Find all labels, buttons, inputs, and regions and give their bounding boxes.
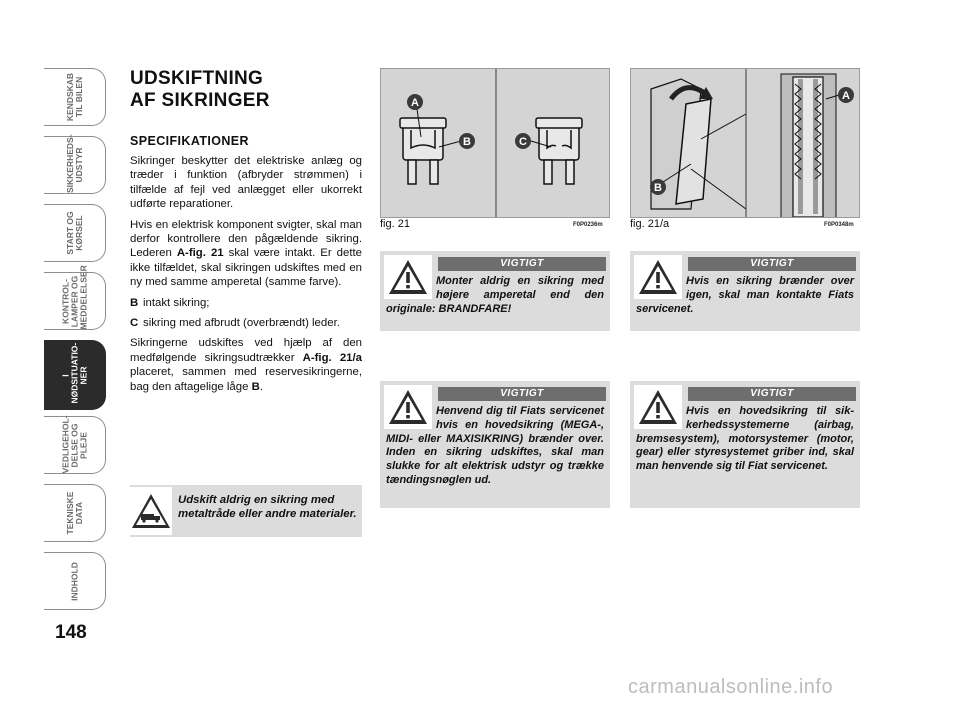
paragraph-2: [130, 218, 362, 290]
figure-21-caption: fig. 21: [380, 218, 410, 230]
list-item: [130, 296, 362, 310]
tab-indhold[interactable]: [44, 552, 106, 610]
paragraph-1: Sikringer beskytter det elektriske anlæg og træder i funktion (afbryder strømmen) i tilfælde af fejl ved anlægget eller ukorrekt udførte reparationer.: [130, 155, 362, 211]
warning-box: [630, 381, 860, 508]
warning-box: [380, 251, 610, 331]
page-number: 148: [55, 622, 87, 643]
environment-warning-icon: [130, 487, 172, 535]
text-span: .: [259, 380, 264, 393]
warning-text: Henvend dig til Fiats servicenet hvis en hovedsikring (MEGA-, MIDI- eller MAXISIKRING) brænder over. Inden en sikring udskiftes, skal man slukke for alt elektrisk udstyr og trække tændingsnøglen ud.: [386, 405, 604, 486]
figure-21a-caption: fig. 21/a: [630, 218, 670, 230]
section-title: SPECIFIKATIONER: [130, 134, 249, 148]
text-span: Hvis en elektrisk komponent svigter, skal man derfor kontrollere den pågældende sikring. Lederen: [130, 218, 362, 260]
text-span: Sikringerne udskiftes ved hjælp af den medfølgende sikringsudtrækker: [130, 337, 362, 364]
list-text: sikring med afbrudt (overbrændt) leder.: [143, 317, 340, 330]
figure-21a-code: F0P0348m: [824, 222, 854, 228]
figure-reference: A-fig. 21: [176, 247, 224, 260]
list-item: [130, 316, 362, 330]
callout-label: B: [654, 182, 662, 194]
warning-header: VIGTIGT: [438, 257, 606, 271]
tab-label: KENDSKAB TIL BILEN: [64, 72, 84, 122]
tab-label: TEKNISKE DATA: [64, 491, 84, 535]
list-text: intakt sikring;: [143, 296, 210, 309]
list-key: B: [130, 296, 139, 309]
warning-header: VIGTIGT: [688, 257, 856, 271]
text-span: placeret, sammen med reservesikringerne, bag den aftagelige låge: [130, 366, 362, 393]
tab-sikkerhedsudstyr[interactable]: [44, 136, 106, 194]
part-reference: B: [251, 380, 260, 393]
figure-21: [380, 68, 610, 218]
paragraph-3: [130, 336, 362, 394]
page-title: UDSKIFTNING AF SIKRINGER: [130, 68, 270, 111]
warning-box: [630, 251, 860, 331]
tab-kendskab-til-bilen[interactable]: [44, 68, 106, 126]
warning-header: VIGTIGT: [438, 387, 606, 401]
tab-label: SIKKERHEDS- UDSTYR: [64, 134, 84, 193]
note-text: Udskift aldrig en sikring med metaltråde eller andre materialer.: [178, 494, 357, 520]
callout-label: A: [842, 90, 850, 102]
fuse-illustration: [381, 69, 610, 218]
callout-label: B: [463, 136, 471, 148]
tab-label: I NØDSITUATIO- NER: [60, 342, 88, 403]
warning-header: VIGTIGT: [688, 387, 856, 401]
tab-i-nodsituationer[interactable]: [44, 340, 106, 410]
warning-text: Hvis en hovedsikring til sikkerhedssystemerne (airbag, bremsesystem), motorsystemer (motor, gear) eller styresystemet griber ind, skal man henvende sig til Fiat servicenet.: [636, 405, 854, 473]
warning-box: [380, 381, 610, 508]
warning-text: Monter aldrig en sikring med højere amperetal end den originale: BRANDFARE!: [386, 275, 604, 315]
note-box: [130, 485, 362, 537]
main-text-column: [130, 68, 362, 394]
warning-text: Hvis en sikring brænder over igen, skal man kontakte Fiats servicenet.: [636, 275, 854, 315]
figure-21-code: F0P0236m: [573, 222, 603, 228]
fuse-box-illustration: [631, 69, 860, 218]
figure-reference: A-fig. 21/a: [302, 351, 362, 364]
tab-kontrollamper[interactable]: [44, 264, 106, 330]
list-key: C: [130, 317, 139, 330]
figure-21a: [630, 68, 860, 218]
tab-label: START OG KØRSEL: [64, 211, 84, 255]
tab-tekniske-data[interactable]: [44, 484, 106, 542]
tab-vedligeholdelse[interactable]: [44, 416, 106, 474]
tab-label: KONTROL- LAMPER OG MEDDELELSER: [60, 264, 88, 329]
callout-label: C: [519, 136, 527, 148]
callout-label: A: [411, 97, 419, 109]
watermark: carmanualsonline.info: [628, 676, 834, 698]
tab-label: INDHOLD: [69, 561, 79, 601]
text-span: skal være intakt. Er dette ikke tilfældet, skal sikringen udskiftes med en ny med samme amperetal (samme farve).: [130, 247, 363, 289]
tab-start-og-korsel[interactable]: [44, 204, 106, 262]
tab-label: VEDLIGEHOL- DELSE OG PLEJE: [60, 414, 88, 473]
